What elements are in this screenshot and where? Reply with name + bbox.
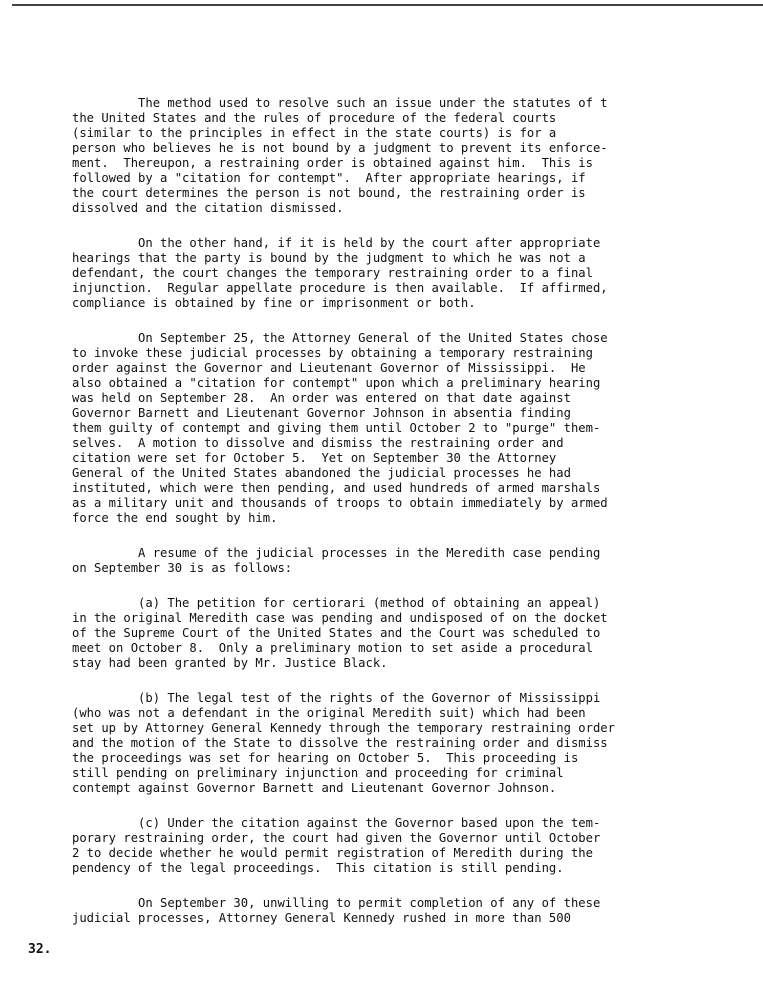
text-line: also obtained a "citation for contempt" upon which a preliminary hearing — [72, 376, 601, 390]
paragraph-other-hand — [72, 236, 632, 311]
text-line: porary restraining order, the court had given the Governor until October — [72, 831, 601, 845]
text-line: ment. Thereupon, a restraining order is obtained against him. This is — [72, 156, 593, 170]
text-line: followed by a "citation for contempt". After appropriate hearings, if — [72, 171, 586, 185]
text-line: stay had been granted by Mr. Justice Black. — [72, 656, 388, 670]
text-line: dissolved and the citation dismissed. — [72, 201, 344, 215]
text-line: On September 30, unwilling to permit completion of any of these — [72, 896, 601, 910]
text-line: contempt against Governor Barnett and Lieutenant Governor Johnson. — [72, 781, 557, 795]
text-line: as a military unit and thousands of troops to obtain immediately by armed — [72, 496, 608, 510]
text-line: injunction. Regular appellate procedure is then available. If affirmed, — [72, 281, 608, 295]
text-line: the court determines the person is not bound, the restraining order is — [72, 186, 586, 200]
text-line: General of the United States abandoned the judicial processes he had — [72, 466, 571, 480]
text-line: the proceedings was set for hearing on October 5. This proceeding is — [72, 751, 579, 765]
text-line: citation were set for October 5. Yet on September 30 the Attorney — [72, 451, 557, 465]
paragraph-item-c — [72, 816, 632, 876]
page-number: 32. — [28, 942, 52, 957]
top-edge-rule — [12, 4, 763, 6]
text-line: set up by Attorney General Kennedy through the temporary restraining order — [72, 721, 615, 735]
paragraph-resolution-method — [72, 96, 632, 216]
text-line: to invoke these judicial processes by obtaining a temporary restraining — [72, 346, 593, 360]
text-line: defendant, the court changes the temporary restraining order to a final — [72, 266, 593, 280]
text-line: The method used to resolve such an issue under the statutes of t — [72, 96, 608, 110]
text-line: judicial processes, Attorney General Kennedy rushed in more than 500 — [72, 911, 571, 925]
paragraph-resume-intro — [72, 546, 632, 576]
text-line: (similar to the principles in effect in the state courts) is for a — [72, 126, 557, 140]
text-line: (c) Under the citation against the Governor based upon the tem- — [72, 816, 601, 830]
text-line: order against the Governor and Lieutenant Governor of Mississippi. He — [72, 361, 586, 375]
paragraph-september-30 — [72, 896, 632, 926]
text-line: the United States and the rules of procedure of the federal courts — [72, 111, 557, 125]
text-line: and the motion of the State to dissolve the restraining order and dismiss — [72, 736, 608, 750]
paragraph-item-a — [72, 596, 632, 671]
text-line: On September 25, the Attorney General of the United States chose — [72, 331, 608, 345]
text-line: On the other hand, if it is held by the court after appropriate — [72, 236, 601, 250]
paragraph-september-25 — [72, 331, 632, 526]
text-line: of the Supreme Court of the United States and the Court was scheduled to — [72, 626, 601, 640]
text-line: compliance is obtained by fine or imprisonment or both. — [72, 296, 476, 310]
text-line: on September 30 is as follows: — [72, 561, 293, 575]
text-line: selves. A motion to dissolve and dismiss the restraining order and — [72, 436, 564, 450]
text-line: hearings that the party is bound by the judgment to which he was not a — [72, 251, 586, 265]
text-line: still pending on preliminary injunction and proceeding for criminal — [72, 766, 564, 780]
text-line: meet on October 8. Only a preliminary motion to set aside a procedural — [72, 641, 593, 655]
text-line: was held on September 28. An order was entered on that date against — [72, 391, 571, 405]
text-line: in the original Meredith case was pending and undisposed of on the docket — [72, 611, 608, 625]
text-line: A resume of the judicial processes in the Meredith case pending — [72, 546, 601, 560]
text-line: (a) The petition for certiorari (method of obtaining an appeal) — [72, 596, 601, 610]
text-line: instituted, which were then pending, and used hundreds of armed marshals — [72, 481, 601, 495]
text-line: person who believes he is not bound by a judgment to prevent its enforce- — [72, 141, 608, 155]
text-line: 2 to decide whether he would permit registration of Meredith during the — [72, 846, 593, 860]
text-line: (b) The legal test of the rights of the Governor of Mississippi — [72, 691, 601, 705]
text-line: force the end sought by him. — [72, 511, 278, 525]
text-line: them guilty of contempt and giving them until October 2 to "purge" them- — [72, 421, 601, 435]
paragraph-item-b — [72, 691, 632, 796]
text-line: Governor Barnett and Lieutenant Governor Johnson in absentia finding — [72, 406, 571, 420]
text-line: pendency of the legal proceedings. This citation is still pending. — [72, 861, 564, 875]
text-line: (who was not a defendant in the original Meredith suit) which had been — [72, 706, 586, 720]
document-body — [72, 96, 632, 946]
